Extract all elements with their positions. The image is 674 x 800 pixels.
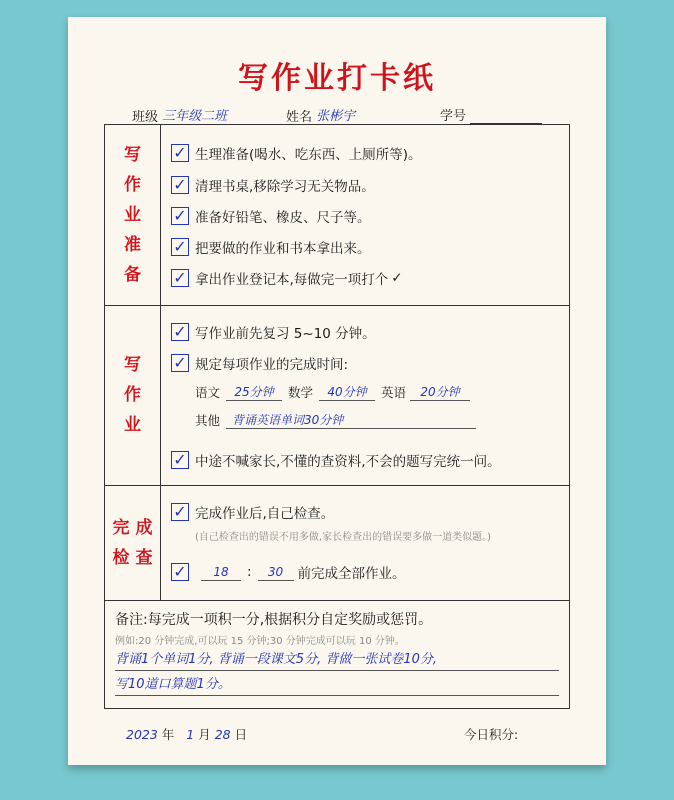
other-label: 其他 — [195, 413, 221, 428]
checked-checkbox-icon[interactable]: ✓ — [171, 144, 189, 162]
checklist-item — [171, 562, 406, 582]
item-text: 写作业前先复习 5~10 分钟。 — [195, 326, 376, 342]
note-example: 例如:20 分钟完成,可以玩 15 分钟;30 分钟完成可以玩 10 分钟。 — [115, 636, 405, 647]
item-text: 规定每项作业的完成时间: — [195, 357, 349, 373]
divider — [105, 600, 569, 601]
student-id-value[interactable] — [470, 109, 542, 124]
checked-checkbox-icon[interactable]: ✓ — [171, 503, 189, 521]
subject-times — [195, 383, 470, 401]
name-field — [286, 105, 388, 125]
section-char: 作 — [124, 175, 141, 195]
other-time-field[interactable]: 背诵英语单词30分钟 — [226, 412, 476, 429]
item-text: 前完成全部作业。 — [297, 566, 406, 582]
checklist-item — [171, 237, 371, 257]
month-label: 月 — [198, 727, 211, 742]
date-field — [126, 725, 247, 743]
section-char: 作 — [124, 385, 141, 405]
item-text: 中途不喊家长,不懂的查资料,不会的题写完统一问。 — [195, 454, 501, 470]
item-text: 拿出作业登记本,每做完一项打个 — [195, 272, 389, 288]
sheet-title: 写作业打卡纸 — [238, 61, 436, 96]
note-line-2[interactable]: 写10道口算题1分。 — [115, 675, 559, 696]
checked-checkbox-icon[interactable]: ✓ — [171, 269, 189, 287]
section-char: 准 — [124, 235, 141, 255]
year-label: 年 — [161, 727, 175, 742]
math-time-field[interactable]: 40分钟 — [319, 384, 375, 401]
year-value[interactable]: 2023 — [126, 727, 158, 742]
check-hint: (自己检查出的错误不用多做,家长检查出的错误要多做一道类似题。) — [195, 532, 491, 543]
checklist-item — [171, 502, 334, 522]
section-char: 完 成 — [112, 517, 153, 538]
checklist-item — [171, 143, 422, 163]
checklist-item — [171, 353, 348, 373]
other-time — [195, 411, 476, 429]
chinese-time-field[interactable]: 25分钟 — [226, 384, 282, 401]
checked-checkbox-icon[interactable]: ✓ — [171, 176, 189, 194]
section-char: 业 — [124, 415, 141, 435]
day-label: 日 — [234, 727, 248, 742]
class-value[interactable]: 三年级二班 — [162, 105, 250, 125]
divider — [105, 305, 569, 306]
checked-checkbox-icon[interactable]: ✓ — [171, 207, 189, 225]
checklist-table — [104, 124, 570, 709]
homework-checkin-sheet — [68, 17, 606, 765]
name-value[interactable]: 张彬宇 — [316, 105, 388, 125]
checked-checkbox-icon[interactable]: ✓ — [171, 563, 189, 581]
english-time-field[interactable]: 20分钟 — [410, 384, 470, 401]
section-char: 写 — [124, 145, 141, 165]
score-label: 今日积分: — [464, 727, 519, 742]
section-label-write — [105, 305, 160, 485]
item-text: 准备好铅笔、橡皮、尺子等。 — [195, 210, 371, 226]
section-char: 检 查 — [112, 547, 153, 568]
checked-checkbox-icon[interactable]: ✓ — [171, 354, 189, 372]
name-label: 姓名 — [286, 110, 313, 125]
english-label: 英语 — [381, 385, 407, 400]
math-label: 数学 — [288, 385, 314, 400]
section-label-check — [105, 485, 160, 600]
section-char: 备 — [124, 265, 141, 285]
note-line-1[interactable]: 背诵1个单词1分, 背诵一段课文5分, 背做一张试卷10分, — [115, 650, 559, 671]
checklist-item — [171, 450, 501, 470]
time-colon: : — [247, 564, 252, 580]
student-id-label: 学号 — [440, 109, 467, 124]
checklist-item — [171, 175, 375, 195]
chinese-label: 语文 — [195, 385, 221, 400]
score-field — [464, 725, 518, 743]
section-char: 业 — [124, 205, 141, 225]
checklist-item — [171, 268, 403, 288]
checklist-item — [171, 322, 376, 342]
checked-checkbox-icon[interactable]: ✓ — [171, 238, 189, 256]
student-id-field — [440, 105, 542, 124]
class-label: 班级 — [132, 110, 159, 125]
note-heading: 备注:每完成一项积一分,根据积分自定奖励或惩罚。 — [115, 612, 433, 628]
day-value[interactable]: 28 — [214, 727, 231, 742]
section-char: 写 — [124, 355, 141, 375]
finish-minute-field[interactable]: 30 — [258, 564, 294, 581]
checked-checkbox-icon[interactable]: ✓ — [171, 323, 189, 341]
divider — [105, 485, 569, 486]
divider — [160, 125, 161, 600]
checklist-item — [171, 206, 371, 226]
checked-checkbox-icon[interactable]: ✓ — [171, 451, 189, 469]
finish-hour-field[interactable]: 18 — [201, 564, 241, 581]
item-text: 把要做的作业和书本拿出来。 — [195, 241, 371, 257]
item-text: 清理书桌,移除学习无关物品。 — [195, 179, 375, 195]
item-text: 完成作业后,自己检查。 — [195, 506, 335, 522]
item-text: 生理准备(喝水、吃东西、上厕所等)。 — [195, 147, 422, 163]
class-field — [132, 105, 250, 125]
section-label-prep — [105, 125, 160, 305]
tick-mark-icon: ✓ — [391, 270, 403, 286]
month-value[interactable]: 1 — [186, 727, 195, 742]
